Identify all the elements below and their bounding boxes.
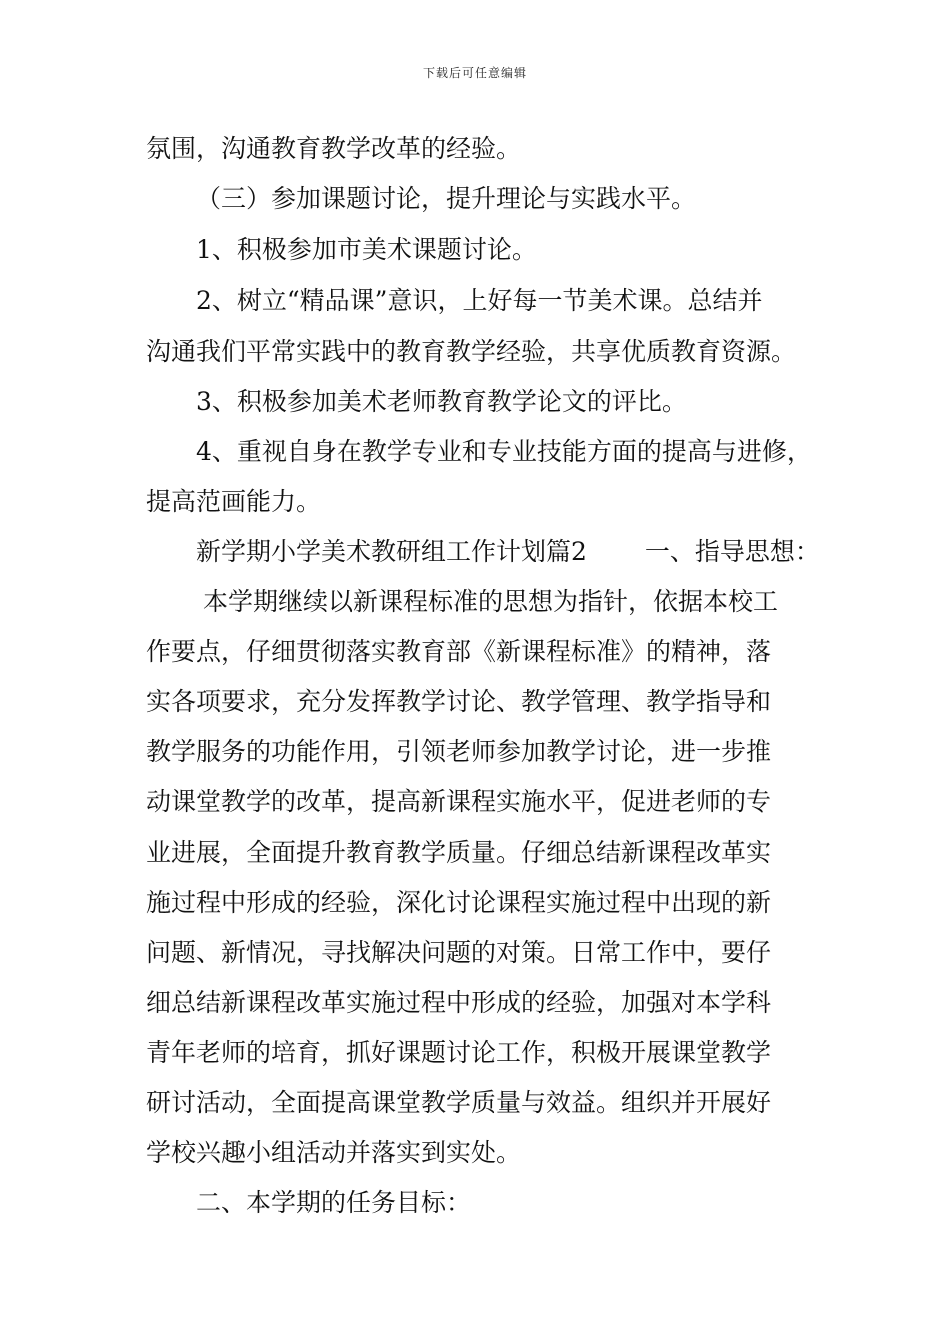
body-line: 学校兴趣小组活动并落实到实处。: [146, 1138, 522, 1167]
body-line: 2、树立“精品课”意识，上好每一节美术课。总结并: [196, 286, 763, 315]
body-line: 施过程中形成的经验，深化讨论课程实施过程中出现的新: [146, 888, 772, 917]
body-line: 提高范画能力。: [146, 487, 322, 516]
section-heading: （三）参加课题讨论，提升理论与实践水平。: [196, 184, 697, 213]
body-line: 业进展，全面提升教育教学质量。仔细总结新课程改革实: [146, 838, 772, 867]
body-line: 细总结新课程改革实施过程中形成的经验，加强对本学科: [146, 988, 772, 1017]
body-line: 青年老师的培育，抓好课题讨论工作，积极开展课堂教学: [146, 1038, 772, 1067]
body-line: 教学服务的功能作用，引领老师参加教学讨论，进一步推: [146, 737, 772, 766]
body-line: 问题、新情况，寻找解决问题的对策。日常工作中，要仔: [146, 938, 772, 967]
body-line: 1、积极参加市美术课题讨论。: [196, 235, 537, 264]
body-line: 氛围，沟通教育教学改革的经验。: [146, 134, 522, 163]
body-line: 4、重视自身在教学专业和专业技能方面的提高与进修，: [196, 437, 812, 466]
body-line: 研讨活动，全面提高课堂教学质量与效益。组织并开展好: [146, 1088, 772, 1117]
body-line: 3、积极参加美术老师教育教学论文的评比。: [196, 387, 687, 416]
body-line: 作要点，仔细贯彻落实教育部《新课程标准》的精神，落: [146, 637, 772, 666]
body-line: 沟通我们平常实践中的教育教学经验，共享优质教育资源。: [146, 337, 797, 366]
section-heading: 二、本学期的任务目标：: [196, 1188, 472, 1217]
body-line: 实各项要求，充分发挥教学讨论、教学管理、教学指导和: [146, 687, 772, 716]
body-line: 动课堂教学的改革，提高新课程实施水平，促进老师的专: [146, 787, 772, 816]
body-line: 本学期继续以新课程标准的思想为指针，依据本校工: [203, 587, 779, 616]
section-heading: 新学期小学美术教研组工作计划篇2 一、指导思想：: [196, 537, 820, 566]
header-note: 下载后可任意编辑: [422, 66, 527, 80]
